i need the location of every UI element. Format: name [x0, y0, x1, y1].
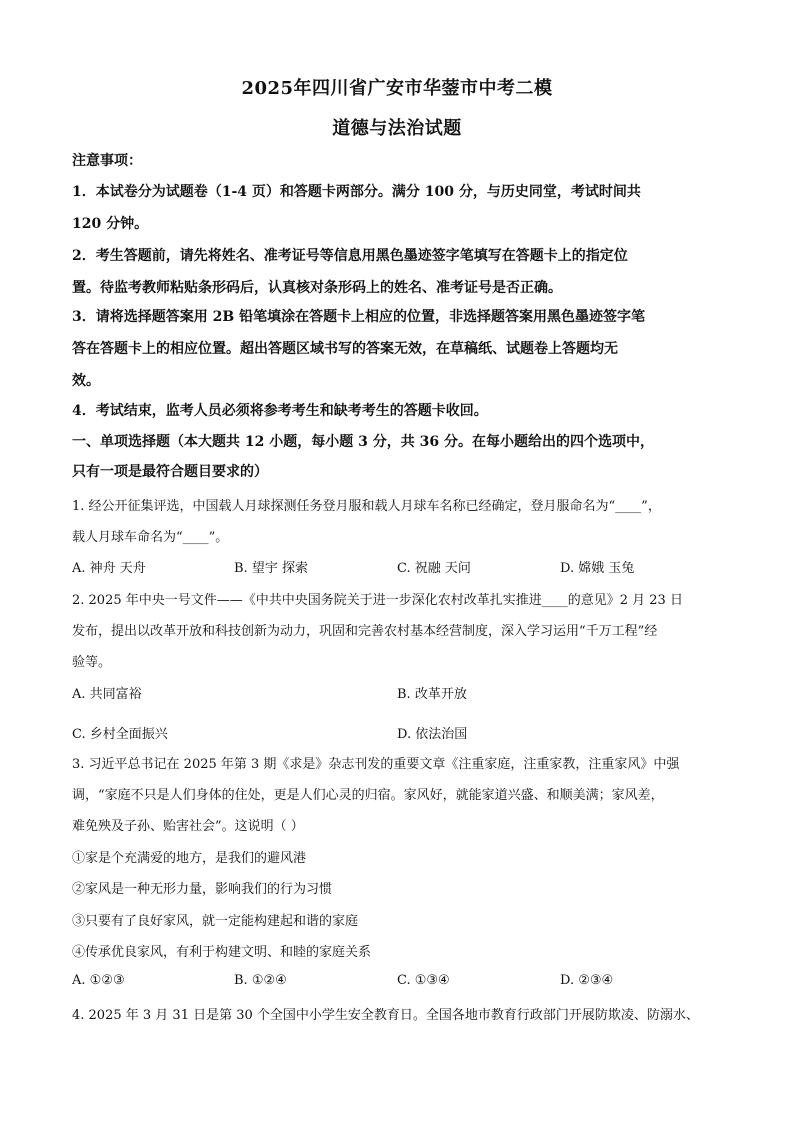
question-3-option-a: A. ①②③	[72, 973, 125, 988]
question-2-option-a: A. 共同富裕	[72, 687, 142, 702]
question-2-option-d: D. 依法治国	[397, 727, 468, 742]
section-heading: 一、单项选择题（本大题共 12 小题，每小题 3 分，共 36 分。在每小题给出的四个选项中，	[72, 434, 654, 450]
question-3-stem-cont: 调，“家庭不只是人们身体的住处，更是人们心灵的归宿。家风好，就能家道兴盛、和顺美满；家风差，	[72, 788, 664, 803]
question-3-option-b: B. ①②④	[234, 973, 287, 988]
notice-line: 置。待监考教师粘贴条形码后，认真核对条形码上的姓名、准考证号是否正确。	[72, 280, 562, 296]
notice-line: 效。	[72, 373, 100, 389]
question-1-stem-cont: 载人月球车命名为“____”。	[72, 530, 229, 545]
question-1-option-c: C. 祝融 天问	[397, 561, 471, 576]
question-3-statement: ①家是个充满爱的地方，是我们的避风港	[72, 851, 307, 866]
notice-line: 答在答题卡上的相应位置。超出答题区域书写的答案无效，在草稿纸、试题卷上答题均无	[72, 341, 618, 357]
question-4-stem: 4. 2025 年 3 月 31 日是第 30 个全国中小学生安全教育日。全国各地市教育行政部门开展防欺凌、防溺水、	[72, 1008, 699, 1023]
question-3-statement: ②家风是一种无形力量，影响我们的行为习惯	[72, 882, 333, 897]
question-2-stem: 2. 2025 年中央一号文件——《中共中央国务院关于进一步深化农村改革扎实推进____的意见》2 月 23 日	[72, 593, 683, 608]
question-3-statement: ③只要有了良好家风，就一定能构建起和谐的家庭	[72, 914, 359, 929]
question-3-option-c: C. ①③④	[397, 973, 450, 988]
notice-line: 2．考生答题前，请先将姓名、准考证号等信息用黑色墨迹签字笔填写在答题卡上的指定位	[72, 248, 628, 264]
question-2-option-c: C. 乡村全面振兴	[72, 727, 168, 742]
question-3-stem-cont: 难免殃及子孙、贻害社会”。这说明（ ）	[72, 819, 304, 834]
section-heading-cont: 只有一项是最符合题目要求的）	[72, 464, 268, 480]
notice-line: 120 分钟。	[72, 216, 149, 232]
notice-line: 3．请将选择题答案用 2B 铅笔填涂在答题卡上相应的位置，非选择题答案用黑色墨迹签字笔	[72, 309, 646, 325]
notice-heading: 注意事项：	[72, 153, 142, 169]
question-2-option-b: B. 改革开放	[397, 687, 467, 702]
question-1-option-a: A. 神舟 天舟	[72, 561, 146, 576]
question-1-option-d: D. 嫦娥 玉兔	[560, 561, 635, 576]
question-1-option-b: B. 望宇 探索	[234, 561, 308, 576]
notice-line: 1．本试卷分为试题卷（1-4 页）和答题卡两部分。满分 100 分，与历史同堂，考试时间共	[72, 184, 641, 200]
question-3-statement: ④传承优良家风，有利于构建文明、和睦的家庭关系	[72, 945, 372, 960]
question-3-stem: 3. 习近平总书记在 2025 年第 3 期《求是》杂志刊发的重要文章《注重家庭，注重家教，注重家风》中强	[72, 757, 680, 772]
question-3-option-d: D. ②③④	[560, 973, 614, 988]
exam-subtitle: 道德与法治试题	[332, 118, 462, 139]
question-2-stem-cont: 验等。	[72, 655, 112, 670]
question-1-stem: 1. 经公开征集评选，中国载人月球探测任务登月服和载人月球车名称已经确定，登月服命名为“____”，	[72, 499, 661, 514]
exam-title: 2025年四川省广安市华蓥市中考二模	[241, 78, 553, 99]
notice-line: 4．考试结束，监考人员必须将参考考生和缺考考生的答题卡收回。	[72, 403, 488, 419]
question-2-stem-cont: 发布，提出以改革开放和科技创新为动力，巩固和完善农村基本经营制度，深入学习运用“千万工程”经	[72, 624, 658, 639]
